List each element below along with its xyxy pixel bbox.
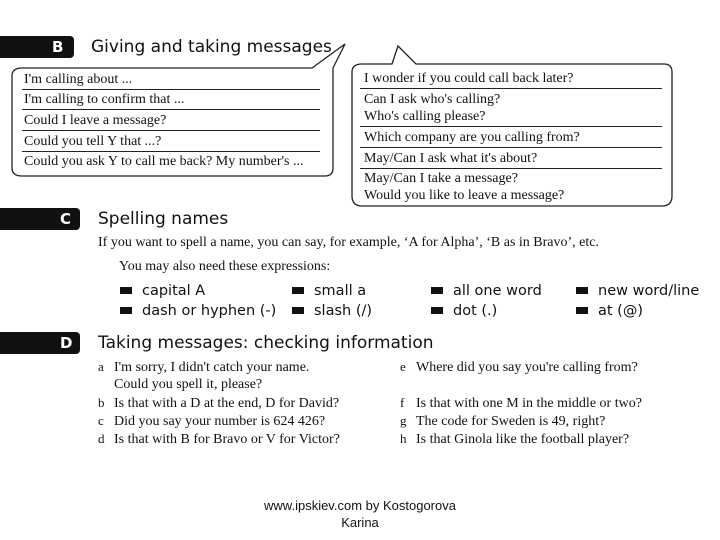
left-bubble-line-1: I'm calling about ... <box>24 72 133 87</box>
item-label: e <box>400 359 406 374</box>
expression-dot: dot (.) <box>453 303 498 319</box>
divider <box>22 130 320 131</box>
item-g <box>400 412 605 431</box>
item-h <box>400 430 629 449</box>
bullet-icon <box>292 307 304 314</box>
expression-slash: slash (/) <box>314 303 373 319</box>
expression-all-one-word: all one word <box>453 283 542 299</box>
item-a-continued <box>98 376 262 394</box>
bullet-icon <box>292 287 304 294</box>
item-text: Did you say your number is 624 426? <box>114 414 326 429</box>
right-bubble-line-2: Can I ask who's calling? <box>364 92 501 107</box>
expression-at: at (@) <box>598 303 643 319</box>
expression-capital-a: capital A <box>142 283 206 299</box>
section-c-intro: If you want to spell a name, you can say, for example, ‘A for Alpha’, ‘B as in Bravo’, etc. <box>98 235 599 250</box>
section-b-title: Giving and taking messages <box>91 37 332 57</box>
item-f <box>400 394 642 413</box>
section-c-letter: C <box>60 210 72 228</box>
item-text: The code for Sweden is 49, right? <box>416 414 606 429</box>
right-bubble-line-3: Who's calling please? <box>364 109 486 124</box>
bullet-icon <box>120 287 132 294</box>
item-label: d <box>98 431 105 446</box>
divider <box>22 89 320 90</box>
bullet-icon <box>120 307 132 314</box>
section-b-letter: B <box>52 38 64 56</box>
divider <box>360 147 662 148</box>
item-text: I'm sorry, I didn't catch your name. <box>114 360 310 375</box>
item-label: h <box>400 431 407 446</box>
item-c <box>98 412 325 431</box>
item-text: Where did you say you're calling from? <box>416 360 638 375</box>
left-bubble-line-2: I'm calling to confirm that ... <box>24 92 185 107</box>
divider <box>360 168 662 169</box>
bullet-icon <box>576 307 588 314</box>
section-d-title: Taking messages: checking information <box>98 333 434 353</box>
footer-credit-line-1: www.ipskiev.com by Kostogorova <box>264 498 456 513</box>
right-bubble-line-5: May/Can I ask what it's about? <box>364 151 538 166</box>
right-bubble-line-6: May/Can I take a message? <box>364 171 518 186</box>
item-label: f <box>400 395 405 410</box>
bullet-icon <box>431 307 443 314</box>
right-bubble-line-1: I wonder if you could call back later? <box>364 71 574 86</box>
item-a <box>98 358 309 377</box>
expression-small-a: small a <box>314 283 367 299</box>
item-text: Is that Ginola like the football player? <box>416 432 630 447</box>
section-c-title: Spelling names <box>98 209 229 229</box>
expression-new-word-line: new word/line <box>598 283 700 299</box>
item-text: Is that with one M in the middle or two? <box>416 396 642 411</box>
divider <box>22 151 320 152</box>
right-bubble-line-4: Which company are you calling from? <box>364 130 580 145</box>
item-label: c <box>98 413 104 428</box>
divider <box>360 88 662 89</box>
item-label: g <box>400 413 407 428</box>
item-d <box>98 430 340 449</box>
divider <box>22 109 320 110</box>
bullet-icon <box>431 287 443 294</box>
bullet-icon <box>576 287 588 294</box>
right-bubble-line-7: Would you like to leave a message? <box>364 188 565 203</box>
expression-dash: dash or hyphen (-) <box>142 303 277 319</box>
speech-bubbles-outline <box>0 0 720 220</box>
item-b <box>98 394 339 413</box>
item-label: a <box>98 359 104 374</box>
footer-credit-line-2: Karina <box>341 515 379 530</box>
left-bubble-line-5: Could you ask Y to call me back? My number's ... <box>24 154 304 169</box>
item-label: b <box>98 395 105 410</box>
left-bubble-line-3: Could I leave a message? <box>24 113 167 128</box>
item-e <box>400 358 638 377</box>
divider <box>360 126 662 127</box>
item-text: Is that with B for Bravo or V for Victor? <box>114 432 340 447</box>
section-c-sub-intro: You may also need these expressions: <box>119 259 331 274</box>
section-d-letter: D <box>60 334 73 352</box>
item-text: Is that with a D at the end, D for David? <box>114 396 340 411</box>
item-text: Could you spell it, please? <box>114 377 263 392</box>
left-bubble-line-4: Could you tell Y that ...? <box>24 134 162 149</box>
